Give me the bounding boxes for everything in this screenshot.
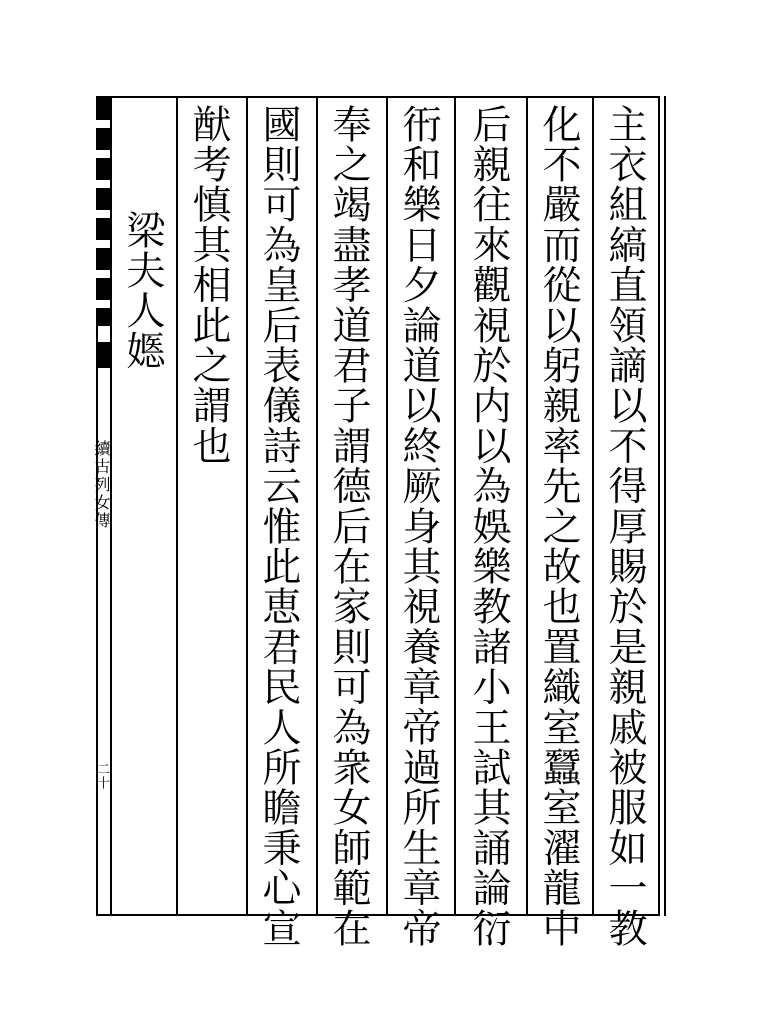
column-divider <box>526 96 528 916</box>
text-column-7: 猷考慎其相此之謂也 <box>186 104 231 466</box>
column-divider <box>454 96 456 916</box>
text-column-1: 主衣組縞直領謫以不得厚賜於是親戚被服如一教 <box>602 104 647 949</box>
gutter-decoration <box>96 98 110 326</box>
text-column-3: 后親往來觀視於内以為娛樂教諸小王試其誦論衍 <box>466 104 511 949</box>
text-column-4: 衎和樂日夕論道以終厥身其視養章帝過所生章帝 <box>396 104 441 949</box>
column-divider <box>176 96 178 916</box>
text-column-6: 國則可為皇后表儀詩云惟此恵君民人所瞻秉心宣 <box>256 104 301 949</box>
column-divider <box>246 96 248 916</box>
fishtail-mark-icon <box>96 342 110 368</box>
column-divider <box>316 96 318 916</box>
column-divider <box>386 96 388 916</box>
edge-page-number: 二十 <box>94 762 109 790</box>
chapter-heading: 梁夫人嫕 <box>120 210 165 371</box>
edge-book-title: 續古列女傳 <box>92 440 111 530</box>
text-column-2: 化不嚴而從以躬親率先之故也置織室蠶室濯龍中 <box>536 104 581 949</box>
text-column-5: 奉之竭盡孝道君子謂德后在家則可為衆女師範在 <box>326 104 371 949</box>
column-divider <box>592 96 594 916</box>
outer-border-line <box>664 96 666 916</box>
